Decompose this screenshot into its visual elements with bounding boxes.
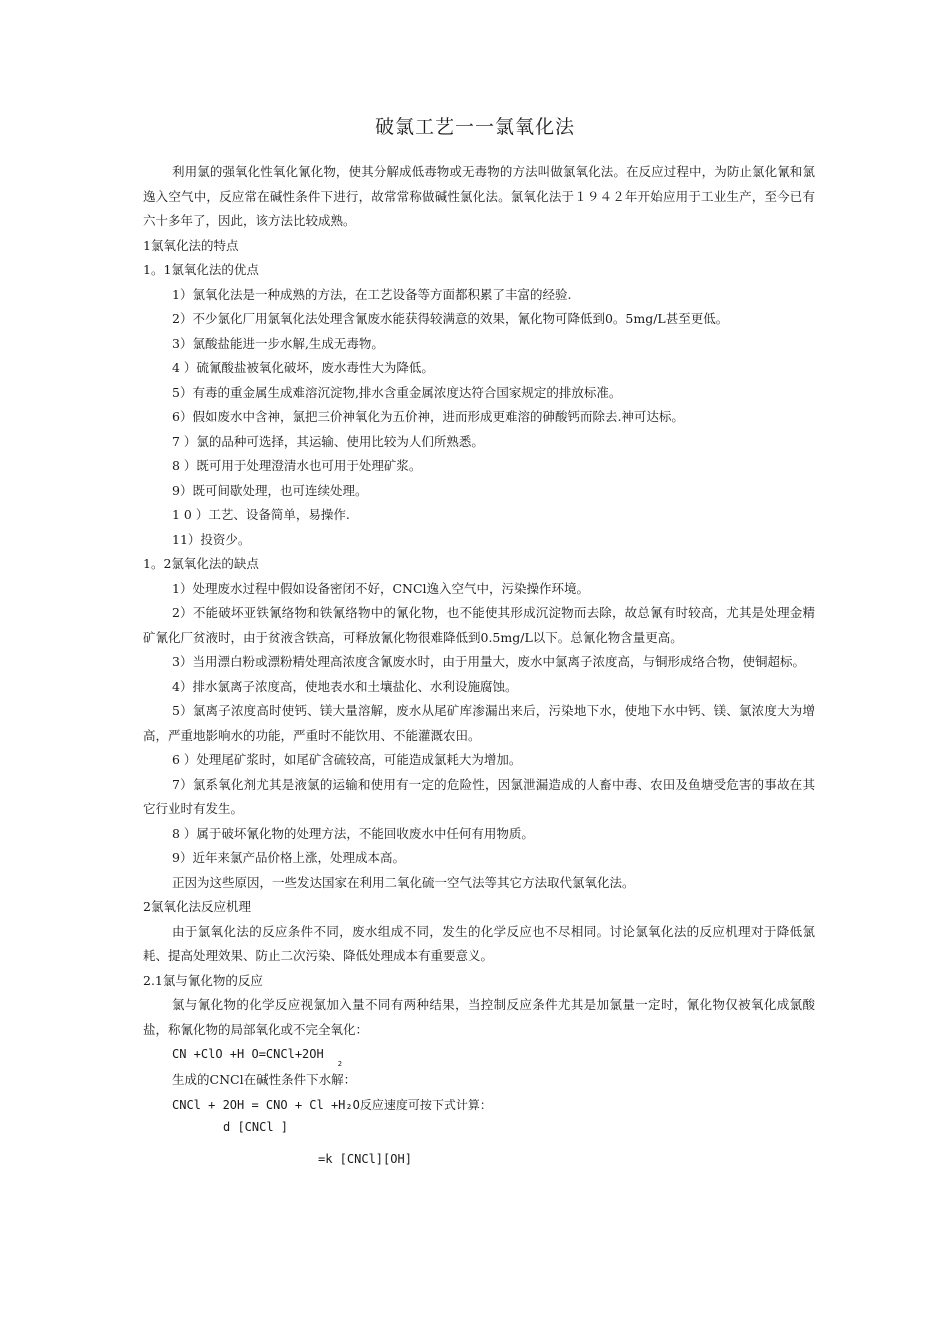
section-heading: 2氯氧化法反应机理 bbox=[143, 899, 251, 914]
subsection-heading: 2.1氯与氰化物的反应 bbox=[143, 972, 263, 988]
hydrolysis-text: 生成的CNCl在碱性条件下水解： bbox=[172, 1072, 357, 1087]
section-heading: 1氯氧化法的特点 bbox=[143, 237, 239, 253]
list-item: 9）既可间歇处理，也可连续处理。 bbox=[172, 482, 368, 498]
list-item: 6）假如废水中含神，氯把三价神氧化为五价神，进而形成更难溶的砷酸钙而除去.神可达标。 bbox=[172, 409, 684, 424]
list-item: 5）氯离子浓度高时使钙、镁大量溶解，废水从尾矿库渗漏出来后，污染地下水，使地下水中钙、镁、氯浓度大为增高，严重地影响水的功能，严重时不能饮用、不能灌溉农田。 bbox=[143, 703, 815, 743]
list-item: 3）当用漂白粉或漂粉精处理高浓度含氰废水时，由于用量大，废水中氯离子浓度高，与铜形成络合物，使铜超标。 bbox=[172, 654, 805, 669]
subsection-heading: 1。2氯氧化法的缺点 bbox=[143, 556, 259, 571]
conclusion-paragraph: 正因为这些原因，一些发达国家在利用二氧化硫一空气法等其它方法取代氯氧化法。 bbox=[172, 874, 635, 890]
list-item: 2）不少氯化厂用氯氧化法处理含氰废水能获得较满意的效果，氰化物可降低到0。5mg/L甚至更低。 bbox=[172, 311, 729, 326]
document-body bbox=[143, 160, 815, 1183]
list-item: 8 ）既可用于处理澄清水也可用于处理矿浆。 bbox=[172, 458, 422, 473]
list-item: 5）有毒的重金属生成难溶沉淀物,排水含重金属浓度达符合国家规定的排放标准。 bbox=[172, 384, 622, 400]
list-item: 1）氯氧化法是一种成熟的方法，在工艺设备等方面都积累了丰富的经验. bbox=[172, 286, 572, 302]
list-item: 3）氯酸盐能进一步水解,生成无毒物。 bbox=[172, 335, 384, 351]
list-item: 4 ）硫氰酸盐被氧化破坏，废水毒性大为降低。 bbox=[172, 360, 434, 375]
equation-partial-oxidation: CN +ClO +H $O=CNCl+2OH_2$ bbox=[172, 1047, 342, 1068]
reaction-paragraph: 氯与氰化物的化学反应视氯加入量不同有两种结果，当控制反应条件尤其是加氯量一定时，氰化物仅被氧化成氯酸盐，称氰化物的局部氧化或不完全氧化： bbox=[143, 997, 815, 1037]
list-item: 6 ）处理尾矿浆时，如尾矿含硫较高，可能造成氯耗大为增加。 bbox=[172, 752, 522, 767]
list-item: 8 ）属于破坏氰化物的处理方法，不能回收废水中任何有用物质。 bbox=[172, 825, 534, 841]
rate-equation-rhs: =k [CNCl][OH] bbox=[318, 1151, 412, 1166]
list-item: 9）近年来氯产品价格上涨，处理成本高。 bbox=[172, 850, 405, 865]
list-item: 1）处理废水过程中假如设备密闭不好，CNCl逸入空气中，污染操作环境。 bbox=[172, 580, 590, 596]
subscript: 2 bbox=[337, 1060, 342, 1068]
rate-equation-numerator: d [CNCl ] bbox=[223, 1119, 289, 1134]
mechanism-intro: 由于氯氧化法的反应条件不同，废水组成不同，发生的化学反应也不尽相同。讨论氯氧化法的反应机理对于降低氯耗、提高处理效果、防止二次污染、降低处理成本有重要意义。 bbox=[143, 923, 815, 963]
list-item: 7 ）氯的品种可选择，其运输、使用比较为人们所熟悉。 bbox=[172, 433, 484, 449]
list-item: 2）不能破坏亚铁氰络物和铁氰络物中的氰化物，也不能使其形成沉淀物而去除，故总氰有时较高，尤其是处理金精矿氰化厂贫液时，由于贫液含铁高，可释放氰化物很难降低到0.5mg/L以下。总氰化物含量更高。 bbox=[143, 605, 815, 645]
document-title: 破氯工艺一一氯氧化法 bbox=[374, 116, 575, 138]
list-item: 4）排水氯离子浓度高，使地表水和土壤盐化、水利设施腐蚀。 bbox=[172, 678, 518, 694]
disadvantages-list bbox=[143, 577, 815, 871]
equation-hydrolysis: CNCl + 2OH = CNO + Cl +H₂O反应速度可按下式计算： bbox=[172, 1097, 492, 1112]
list-item: 11）投资少。 bbox=[172, 531, 251, 547]
intro-paragraph: 利用氯的强氧化性氧化氰化物，使其分解成低毒物或无毒物的方法叫做氯氧化法。在反应过程中，为防止氯化氰和氯逸入空气中，反应常在碱性条件下进行，故常常称做碱性氯化法。氯氧化法于１９４２年开始应用于工业生产，至今已有六十多年了，因此，该方法比较成熟。 bbox=[143, 164, 815, 228]
subsection-heading: 1。1氯氧化法的优点 bbox=[143, 262, 259, 277]
list-item: 7）氯系氧化剂尤其是液氯的运输和使用有一定的危险性，因氯泄漏造成的人畜中毒、农田及鱼塘受危害的事故在其它行业时有发生。 bbox=[143, 776, 815, 816]
list-item: 1 0 ）工艺、设备简单，易操作. bbox=[172, 507, 350, 522]
advantages-list bbox=[143, 283, 815, 553]
